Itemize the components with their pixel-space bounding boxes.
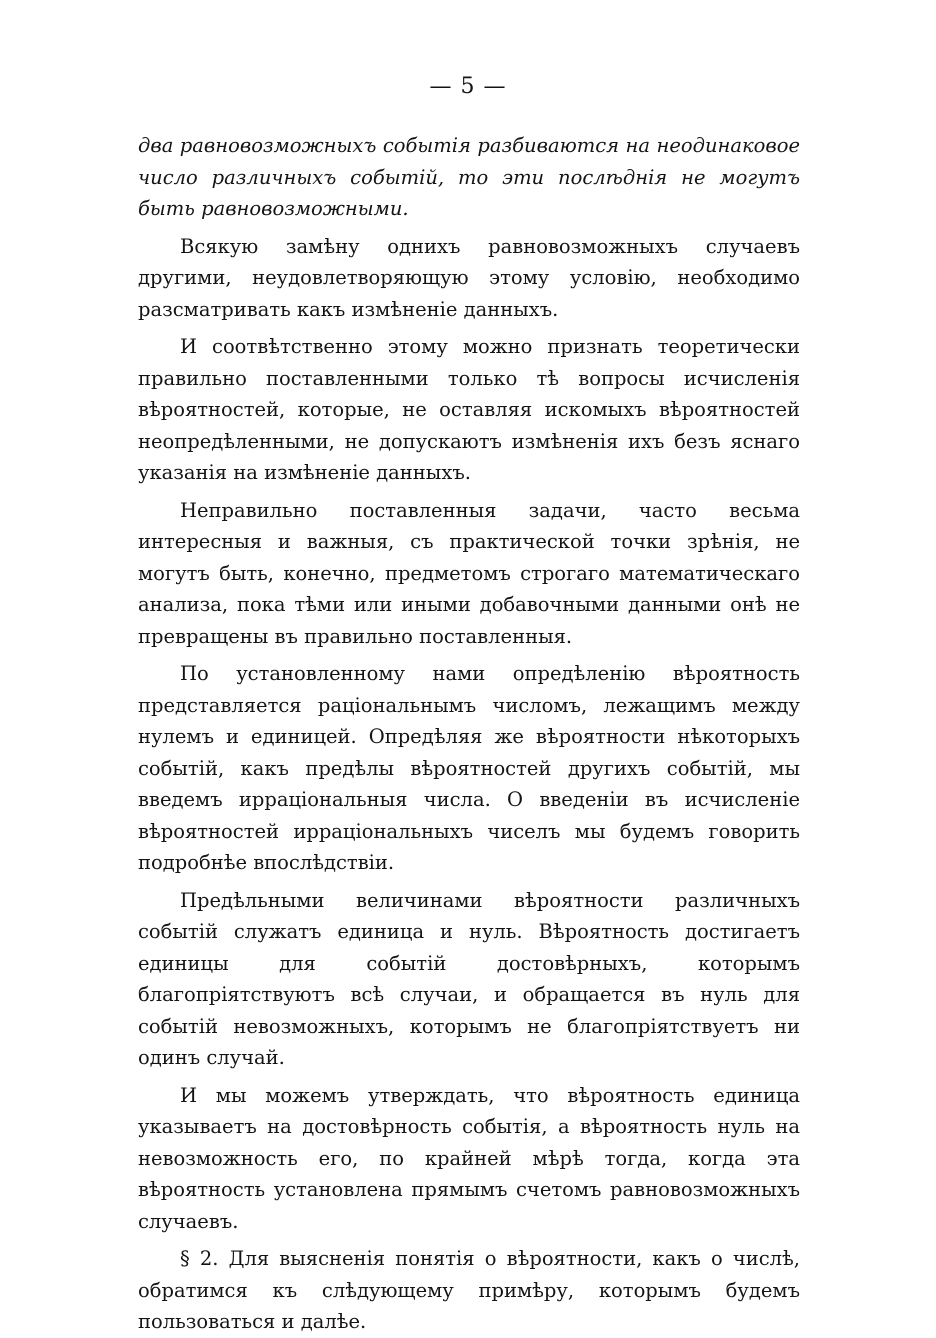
paragraph: И соотвѣтственно этому можно признать теоретически правильно поставленными только тѣ вопросы исчисленія вѣроятностей, которые, не оставляя искомыхъ вѣроятностей неопредѣленными, не допускаютъ измѣненія ихъ безъ яснаго указанія на измѣненіе данныхъ.: [138, 335, 800, 484]
paragraph: Всякую замѣну однихъ равновозможныхъ случаевъ другими, неудовлетворяющую этому условію, необходимо разсматривать какъ измѣненіе данныхъ.: [138, 234, 800, 321]
section-paragraph: § 2. Для выясненія понятія о вѣроятности, какъ о числѣ, обратимся къ слѣдующему примѣру, которымъ будемъ пользоваться и далѣе.: [138, 1247, 800, 1333]
paragraph: Неправильно поставленныя задачи, часто весьма интересныя и важныя, съ практической точки зрѣнія, не могутъ быть, конечно, предметомъ строгаго математическаго анализа, пока тѣми или иными добавочными данными онѣ не превращены въ правильно поставленныя.: [138, 498, 800, 648]
paragraph: И мы можемъ утверждать, что вѣроятность единица указываетъ на достовѣрность событія, а вѣроятность нуль на невозможность его, по крайней мѣрѣ тогда, когда эта вѣроятность установлена прямымъ счетомъ равновозможныхъ случаевъ.: [138, 1083, 800, 1233]
paragraph-continuation: два равновозможныхъ событія разбиваются на неодинаковое число различныхъ событій, то эти послѣднія не могутъ быть равновозможными.: [138, 134, 800, 220]
page-number: — 5 —: [429, 74, 507, 99]
paragraph: Предѣльными величинами вѣроятности различныхъ событій служатъ единица и нуль. Вѣроятность достигаетъ единицы для событій достовѣрныхъ, которымъ благопріятствуютъ всѣ случаи, и обращается въ нуль для событій невозможныхъ, которымъ не благопріятствуетъ ни одинъ случай.: [138, 888, 800, 1069]
paragraph: По установленному нами опредѣленію вѣроятность представляется раціональнымъ числомъ, лежащимъ между нулемъ и единицей. Опредѣляя же вѣроятности нѣкоторыхъ событій, какъ предѣлы вѣроятностей другихъ событій, мы введемъ ирраціональныя числа. О введеніи въ исчисленіе вѣроятностей ирраціональныхъ чиселъ мы будемъ говорить подробнѣе впослѣдствіи.: [138, 662, 800, 874]
body-text: [138, 130, 800, 1338]
